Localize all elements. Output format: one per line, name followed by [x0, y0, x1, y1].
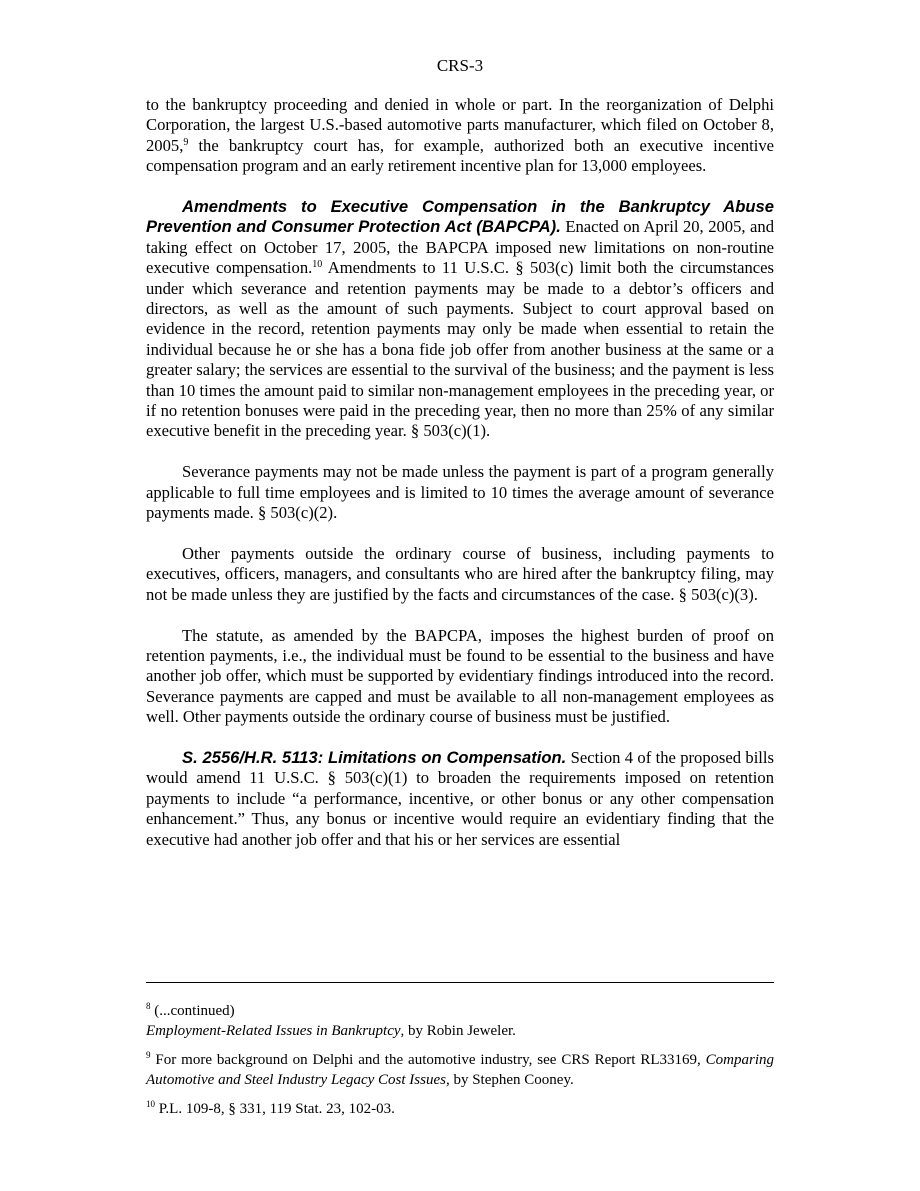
- section-heading-s2556: S. 2556/H.R. 5113: Limitations on Compensation.: [182, 747, 567, 767]
- footnote-number: 10: [146, 1099, 155, 1109]
- footnote-divider: [146, 982, 774, 983]
- paragraph-severance: Severance payments may not be made unless the payment is part of a program generally applicable to full time employees and is limited to 10 times the average amount of severance payments made. § 503(c)(2).: [146, 462, 774, 523]
- paragraph-bapcpa: Amendments to Executive Compensation in the Bankruptcy Abuse Prevention and Consumer Protection Act (BAPCPA). Enacted on April 20, 2005, and taking effect on October 17, 2005, the BAPCPA imposed new limitations on non-routine executive compensation.$^{10}$ Amendments to 11 U.S.C. § 503(c) limit both the circumstances under which severance and retention payments may be made to a debtor’s officers and directors, as well as the amount of such payments. Subject to court approval based on evidence in the record, retention payments may only be made when essential to retain the individual because he or she has a bona fide job offer from another business at the same or a greater salary; the services are essential to the survival of the business; and the payment is less than 10 times the amount paid to similar non-management employees in the preceding year, or if no retention bonuses were paid in the preceding year, then no more than 25% of any similar executive benefit in the preceding year. § 503(c)(1).: [146, 197, 774, 441]
- footnote-ref-9[interactable]: 9: [183, 136, 189, 148]
- footnote-10: $^{10}$ P.L. 109-8, § 331, 119 Stat. 23, 102-03.: [146, 1099, 395, 1117]
- footnote-8: $^8$ (...continued) Employment-Related Issues in Bankruptcy, by Robin Jeweler.: [146, 1001, 516, 1039]
- paragraph-s2556: S. 2556/H.R. 5113: Limitations on Compensation. Section 4 of the proposed bills would amend 11 U.S.C. § 503(c)(1) to broaden the requirements imposed on retention payments to include “a performance, incentive, or other bonus or any other compensation enhancement.” Thus, any bonus or incentive would require an evidentiary finding that the executive had another job offer and that his or her services are essential: [146, 747, 774, 849]
- body-text: [146, 95, 774, 870]
- paragraph-statute-summary: The statute, as amended by the BAPCPA, imposes the highest burden of proof on retention payments, i.e., the individual must be found to be essential to the business and have another job offer, which must be supported by evidentiary findings introduced into the record. Severance payments are capped and must be available to all non-management employees as well. Other payments outside the ordinary course of business must be justified.: [146, 625, 774, 727]
- paragraph-other-payments: Other payments outside the ordinary course of business, including payments to executives, officers, managers, and consultants who are hired after the bankruptcy filing, may not be made unless they are justified by the facts and circumstances of the case. § 503(c)(3).: [146, 543, 774, 604]
- footnote-number: 8: [146, 1001, 151, 1011]
- footnote-9: $^9$ For more background on Delphi and the automotive industry, see CRS Report RL33169, Comparing Automotive and Steel Industry Legacy Cost Issues, by Stephen Cooney.: [146, 1050, 774, 1088]
- footnotes: [146, 1001, 774, 1128]
- footnote-ref-10[interactable]: 10: [312, 259, 323, 271]
- footnote-title: Comparing Automotive and Steel Industry Legacy Cost Issues: [146, 1052, 774, 1088]
- page-header: [0, 56, 920, 76]
- paragraph-delphi-continuation: to the bankruptcy proceeding and denied in whole or part. In the reorganization of Delphi Corporation, the largest U.S.-based automotive parts manufacturer, which filed on October 8, 2005,$^9$ the bankruptcy court has, for example, authorized both an executive incentive compensation program and an early retirement incentive plan for 13,000 employees.: [146, 95, 774, 176]
- page-number: CRS-3: [436, 56, 484, 75]
- footnote-number: 9: [146, 1050, 151, 1060]
- footnote-title: Employment-Related Issues in Bankruptcy: [146, 1023, 401, 1039]
- section-heading-bapcpa: Amendments to Executive Compensation in the Bankruptcy Abuse Prevention and Consumer Protection Act (BAPCPA).: [146, 197, 774, 237]
